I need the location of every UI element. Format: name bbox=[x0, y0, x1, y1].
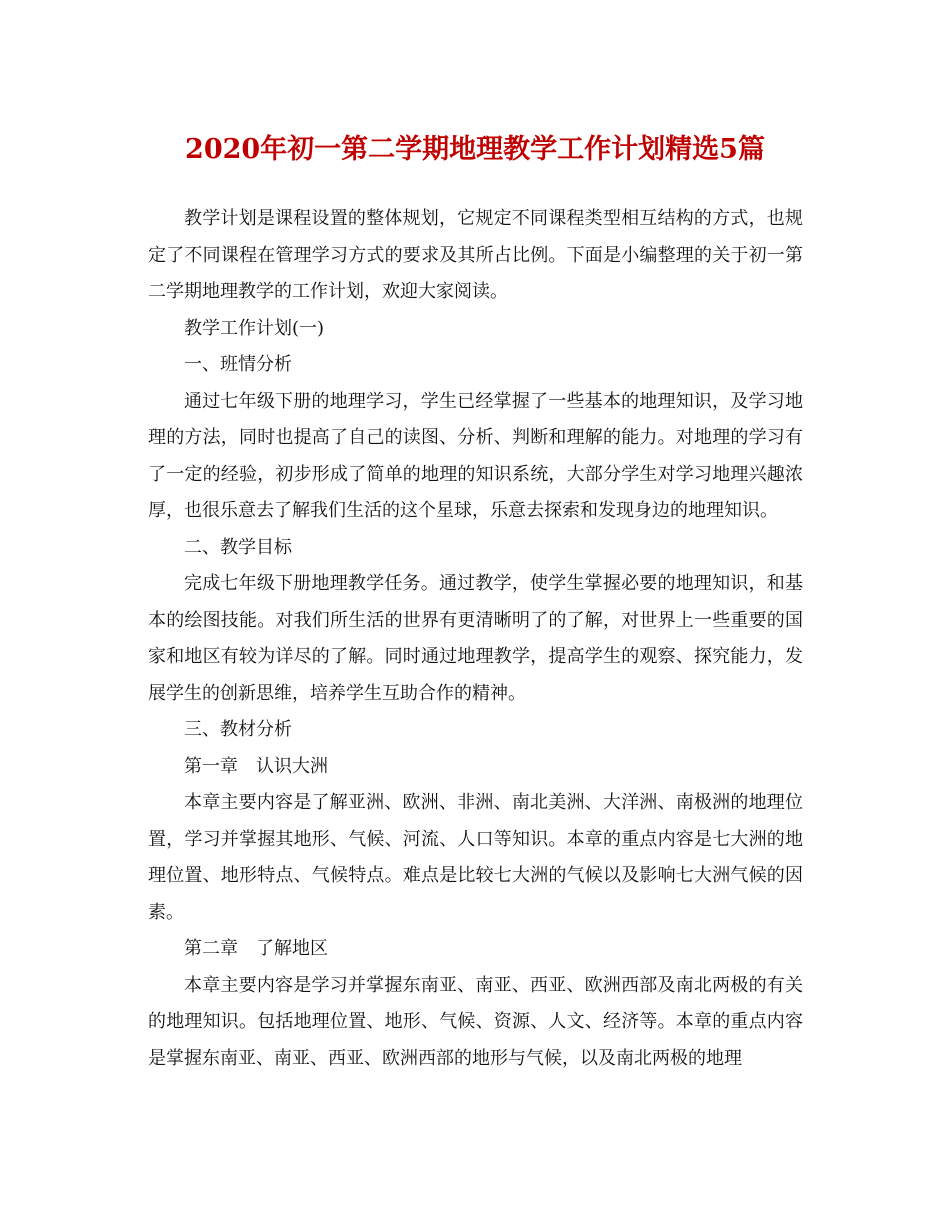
chapter-two-heading: 第二章 了解地区 bbox=[184, 938, 328, 959]
section-heading-textbook-analysis: 三、教材分析 bbox=[184, 719, 292, 740]
teaching-goals-paragraph: 完成七年级下册地理教学任务。通过教学，使学生掌握必要的地理知识，和基本的绘图技能。对我们所生活的世界有更清晰明了的了解，对世界上一些重要的国家和地区有较为详尽的了解。同时通过地理教学，提高学生的观察、探究能力，发展学生的创新思维，培养学生互助合作的精神。 bbox=[148, 573, 803, 704]
intro-paragraph: 教学计划是课程设置的整体规划，它规定不同课程类型相互结构的方式，也规定了不同课程在管理学习方式的要求及其所占比例。下面是小编整理的关于初一第二学期地理教学的工作计划，欢迎大家阅读。 bbox=[148, 208, 803, 302]
section-heading-class-analysis: 一、班情分析 bbox=[184, 354, 292, 375]
chapter-one-paragraph: 本章主要内容是了解亚洲、欧洲、非洲、南北美洲、大洋洲、南极洲的地理位置，学习并掌握其地形、气候、河流、人口等知识。本章的重点内容是七大洲的地理位置、地形特点、气候特点。难点是比较七大洲的气候以及影响七大洲气候的因素。 bbox=[148, 792, 803, 923]
section-heading-teaching-goals: 二、教学目标 bbox=[184, 536, 292, 558]
chapter-two-paragraph: 本章主要内容是学习并掌握东南亚、南亚、西亚、欧洲西部及南北两极的有关的地理知识。包括地理位置、地形、气候、资源、人文、经济等。本章的重点内容是掌握东南亚、南亚、西亚、欧洲西部的地形与气候，以及南北两极的地理 bbox=[148, 974, 803, 1069]
class-analysis-paragraph: 通过七年级下册的地理学习，学生已经掌握了一些基本的地理知识，及学习地理的方法，同时也提高了自己的读图、分析、判断和理解的能力。对地理的学习有了一定的经验，初步形成了简单的地理的知识系统，大部分学生对学习地理兴趣浓厚，也很乐意去了解我们生活的这个星球，乐意去探索和发现身边的地理知识。 bbox=[148, 390, 803, 521]
document-body bbox=[148, 201, 803, 1077]
chapter-one-heading: 第一章 认识大洲 bbox=[184, 755, 328, 777]
plan-heading: 教学工作计划(一) bbox=[184, 317, 325, 339]
document-title: 2020年初一第二学期地理教学工作计划精选5篇 bbox=[185, 134, 765, 165]
